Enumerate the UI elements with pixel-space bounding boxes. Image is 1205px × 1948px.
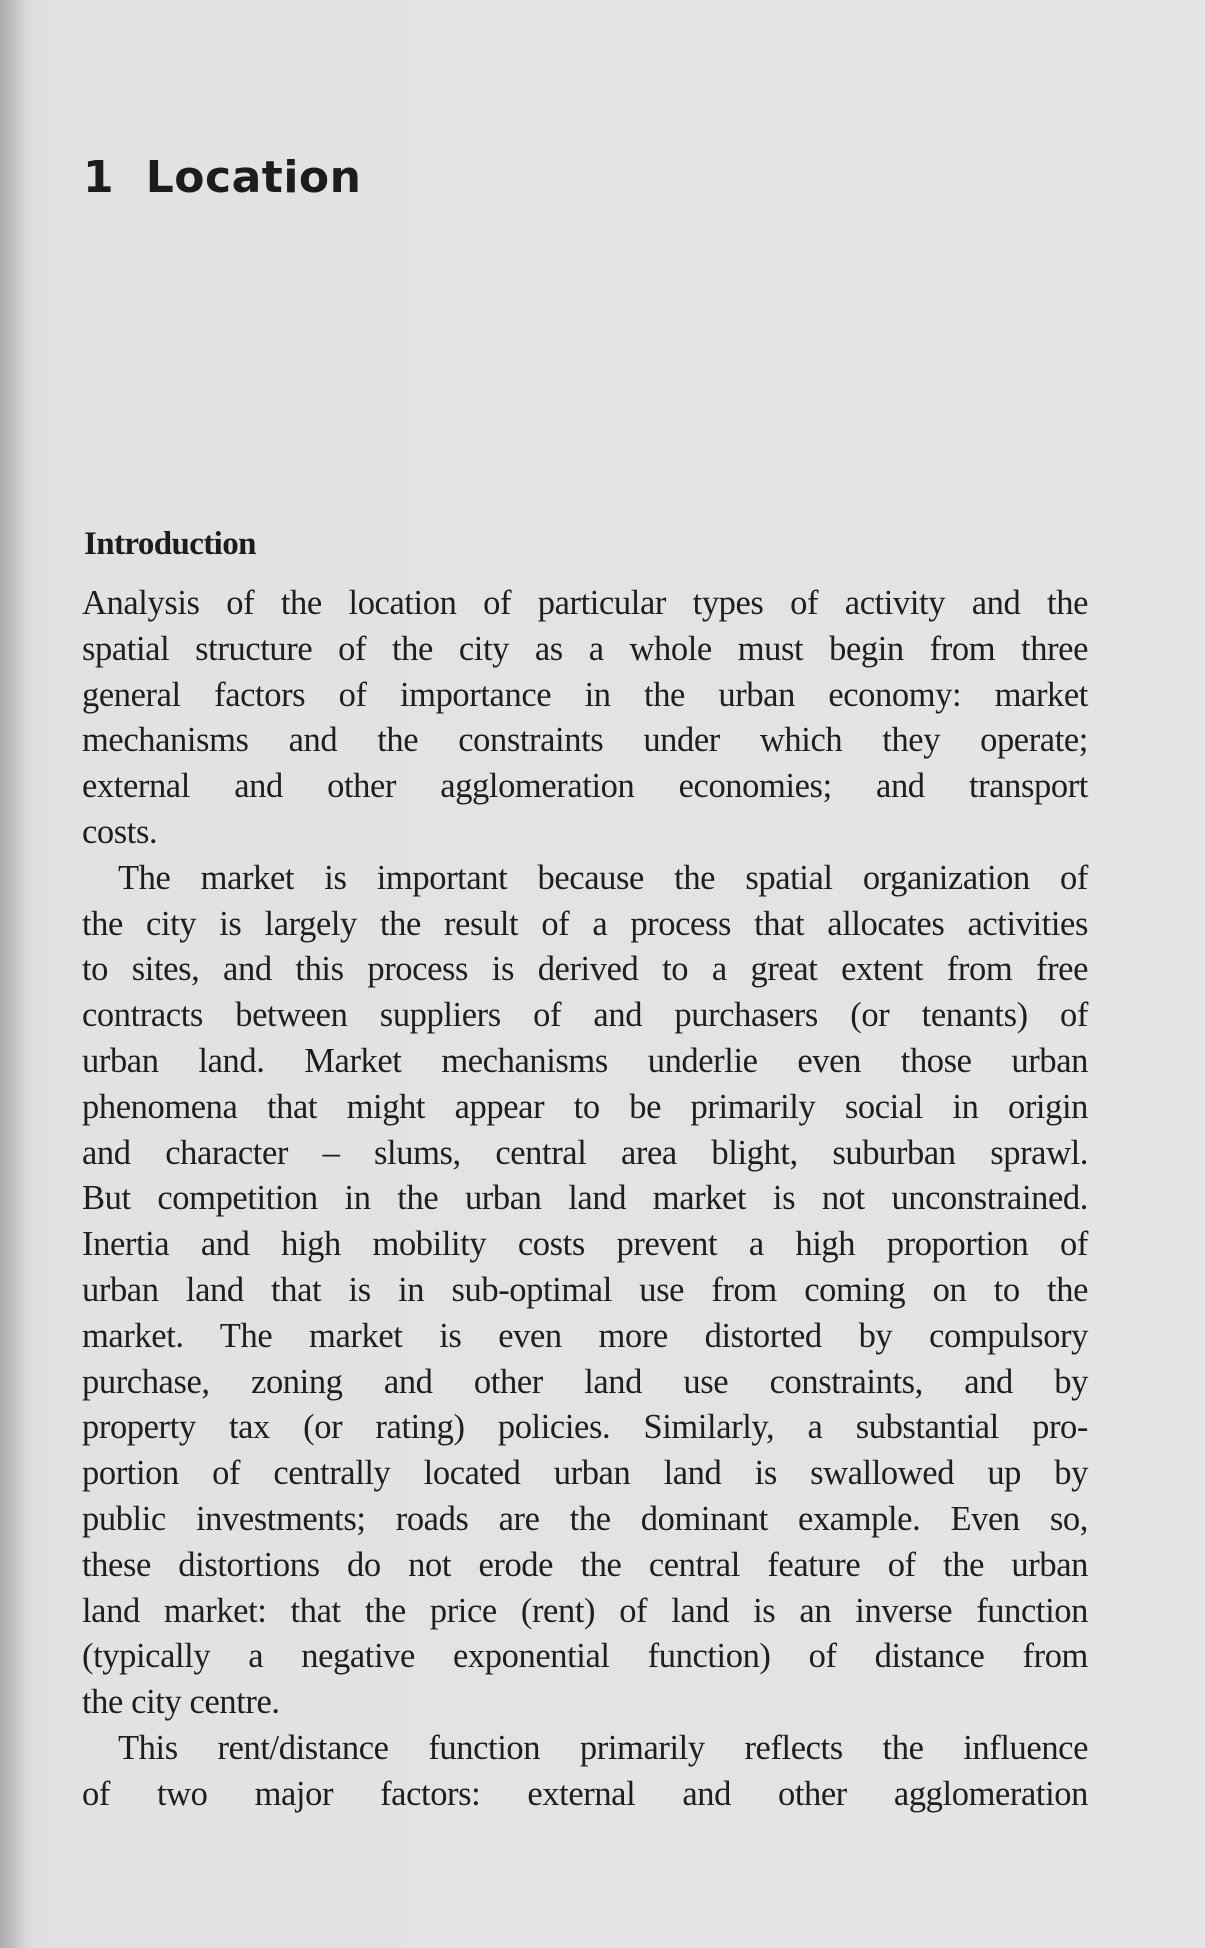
text-line: general factors of importance in the urban economy: market: [82, 675, 1088, 714]
text-line: This rent/distance function primarily reflects the influence: [118, 1728, 1088, 1767]
text-line: the city is largely the result of a process that allocates activities: [82, 904, 1088, 943]
text-line: public investments; roads are the dominant example. Even so,: [82, 1499, 1088, 1538]
body-text: [82, 581, 1088, 1818]
text-line: But competition in the urban land market is not unconstrained.: [82, 1179, 1088, 1218]
text-line: Analysis of the location of particular types of activity and the: [82, 584, 1088, 622]
paragraph: [82, 581, 1088, 856]
paragraph: [82, 856, 1088, 1726]
text-line: land market: that the price (rent) of land is an inverse function: [82, 1591, 1088, 1630]
spine-shadow: [0, 0, 28, 1948]
chapter-title: 1 Location: [83, 152, 362, 203]
text-line: to sites, and this process is derived to a great extent from free: [82, 950, 1088, 989]
text-line: contracts between suppliers of and purchasers (or tenants) of: [82, 996, 1088, 1035]
text-line: mechanisms and the constraints under which they operate;: [82, 721, 1088, 760]
text-line: costs.: [82, 812, 158, 851]
text-line: these distortions do not erode the central feature of the urban: [82, 1545, 1088, 1584]
text-line: portion of centrally located urban land is swallowed up by: [82, 1454, 1088, 1493]
text-line: spatial structure of the city as a whole must begin from three: [82, 629, 1088, 668]
section-heading: Introduction: [84, 526, 256, 562]
text-line: of two major factors: external and other agglomeration: [82, 1774, 1088, 1813]
text-line: The market is important because the spatial organization of: [118, 858, 1088, 897]
text-line: urban land. Market mechanisms underlie even those urban: [82, 1041, 1088, 1080]
text-line: phenomena that might appear to be primarily social in origin: [82, 1087, 1088, 1126]
text-line: purchase, zoning and other land use constraints, and by: [82, 1362, 1088, 1401]
text-line: (typically a negative exponential function) of distance from: [82, 1637, 1088, 1676]
text-line: property tax (or rating) policies. Similarly, a substantial pro-: [82, 1408, 1088, 1447]
text-line: Inertia and high mobility costs prevent a high proportion of: [82, 1225, 1088, 1264]
text-line: external and other agglomeration economies; and transport: [82, 767, 1088, 806]
text-line: the city centre.: [82, 1683, 280, 1722]
text-line: market. The market is even more distorted by compulsory: [82, 1316, 1088, 1355]
paragraph: [82, 1726, 1088, 1818]
text-line: and character – slums, central area blight, suburban sprawl.: [82, 1133, 1088, 1172]
text-line: urban land that is in sub-optimal use from coming on to the: [82, 1270, 1088, 1309]
